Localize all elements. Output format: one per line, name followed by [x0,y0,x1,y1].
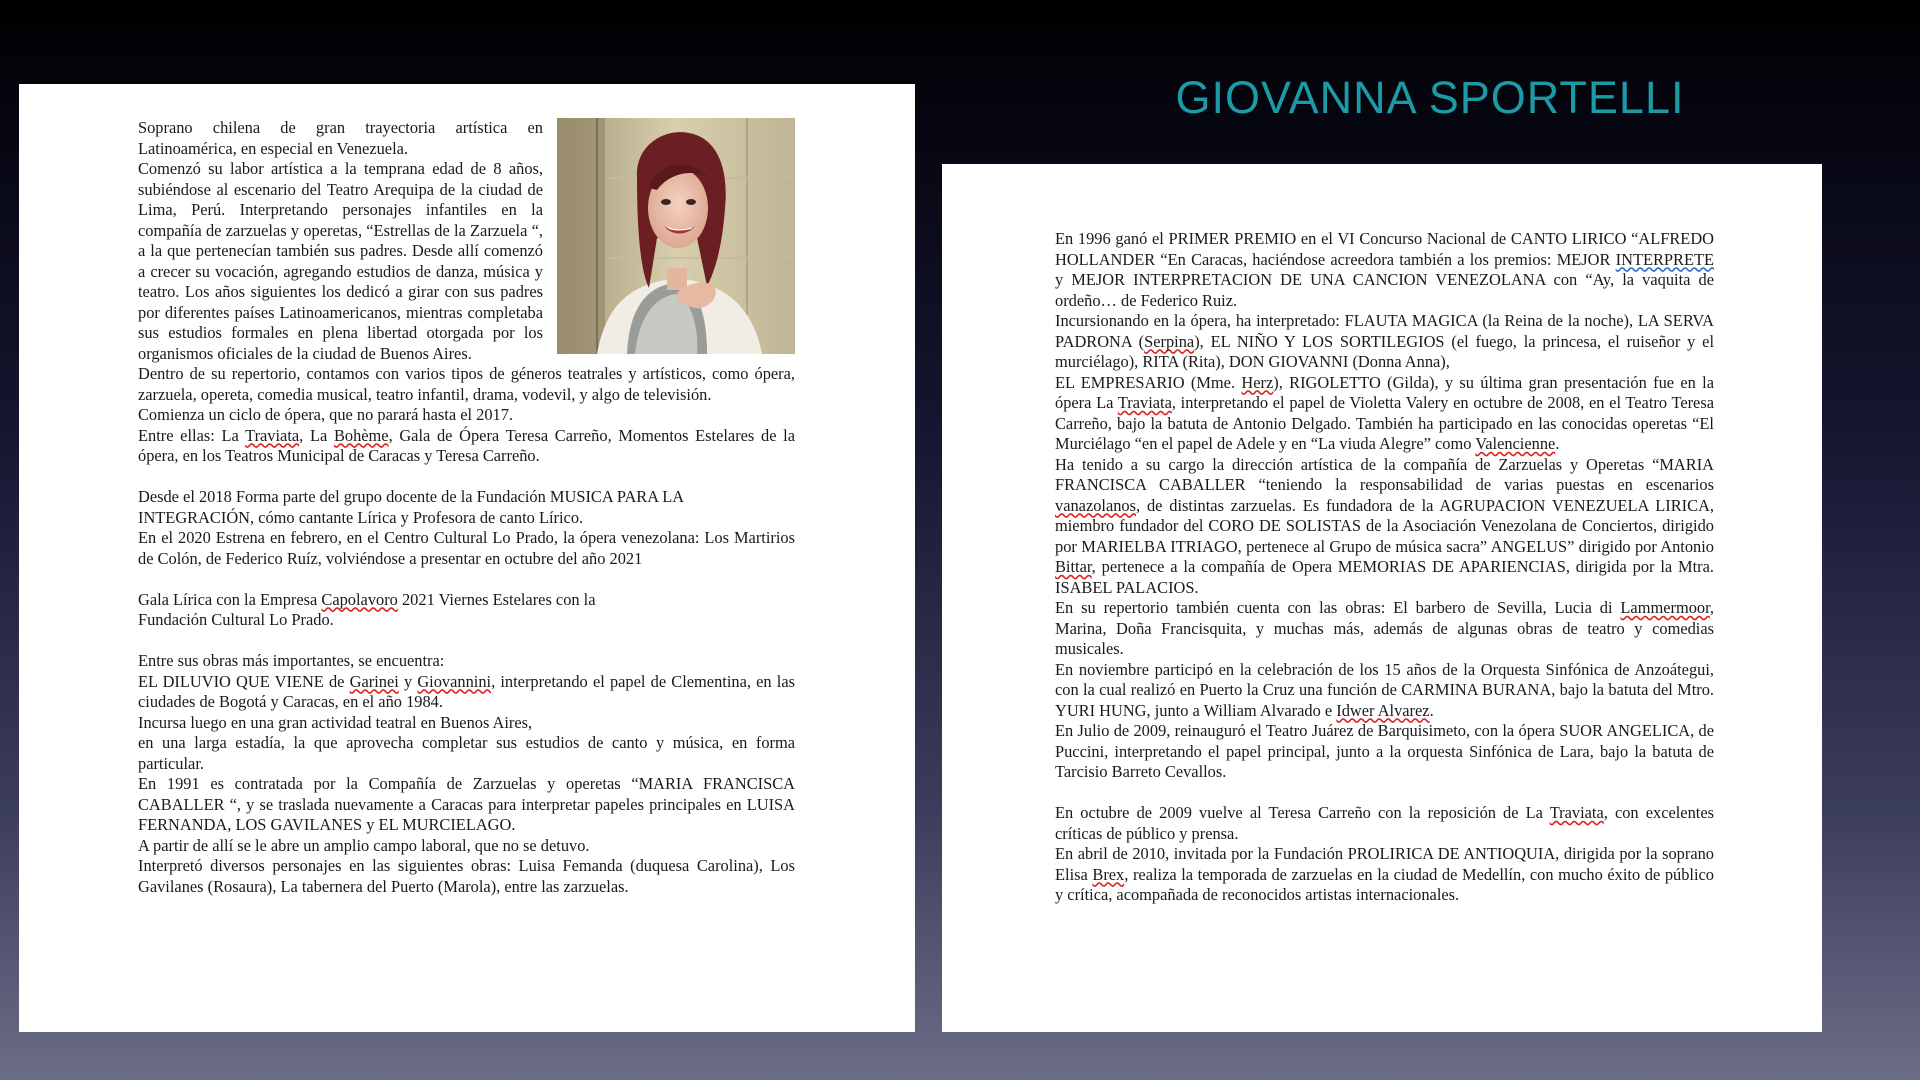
bio-direction: Ha tenido a su cargo la dirección artística de la compañía de Zarzuelas y Operetas “MARIA FRANCISCA CABALLER “teniendo la responsabilidad de varias puestas en escenarios vanazolanos, de distintas zarzuelas. Es fundadora de la AGRUPACION VENEZUELA LIRICA, miembro fundador del CORO DE SOLISTAS de la Asociación Venezolana de Conciertos, dirigido por MARIELBA ITRIAGO, pertenece al Grupo de música sacra” ANGELUS” dirigido por Antonio Bittar, pertenece a la compañía de Opera MEMORIAS DE APARIENCIAS, dirigida por la Mtra. ISABEL PALACIOS. [1055,454,1714,597]
bio-opera-cycle: Comienza un ciclo de ópera, que no parará hasta el 2017. [138,405,514,424]
bio-works-heading: Entre sus obras más importantes, se encuentra: [138,651,445,670]
bio-opera-list: Entre ellas: La Traviata, La Bohème, Gala de Ópera Teresa Carreño, Momentos Estelares de la ópera, en los Teatros Municipal de Caracas y Teresa Carreño. [138,425,795,465]
bio-1996-prize: En 1996 ganó el PRIMER PREMIO en el VI Concurso Nacional de CANTO LIRICO “ALFREDO HOLLANDER “En Caracas, haciéndose acreedora también a los premios: MEJOR INTERPRETE y MEJOR INTERPRETACION DE UNA CANCION VENEZOLANA con “Ay, la vaquita de ordeño… de Federico Ruiz. [1055,229,1714,310]
bio-october-2009: En octubre de 2009 vuelve al Teresa Carreño con la reposición de La Traviata, con excelentes críticas de público y prensa. [1055,803,1714,843]
bio-1991: En 1991 es contratada por la Compañía de Zarzuelas y operetas “MARIA FRANCISCA CABALLER “, y se traslada nuevamente a Caracas para interpretar papeles principales en LUISA FERNANDA, LOS GAVILANES y EL MURCIELAGO. [138,774,795,834]
bio-november: En noviembre participó en la celebración de los 15 años de la Orquesta Sinfónica de Anzoátegui, con la cual realizó en Puerto la Cruz una función de CARMINA BURANA, bajo la batuta del Mtro. YURI HUNG, junto a William Alvarado e Idwer Alvarez. [1055,659,1714,720]
bio-2018-line1: Desde el 2018 Forma parte del grupo docente de la Fundación MUSICA PARA LA [138,487,685,506]
bio-april-2010: En abril de 2010, invitada por la Fundación PROLIRICA DE ANTIOQUIA, dirigida por la soprano Elisa Brex, realiza la temporada de zarzuelas en la ciudad de Medellín, con mucho éxito de público y crítica, acompañada de reconocidos artistas internacionales. [1055,844,1715,904]
bio-gala-line2: Fundación Cultural Lo Prado. [138,610,334,629]
bio-roles: Interpretó diversos personajes en las siguientes obras: Luisa Femanda (duquesa Carolina), Los Gavilanes (Rosaura), La tabernera del Puerto (Marola), entre las zarzuelas. [138,856,795,896]
bio-repertoire: Dentro de su repertorio, contamos con varios tipos de géneros teatrales y artísticos, como ópera, zarzuela, opereta, comedia musical, teatro infantil, drama, vodevil, y algo de televisión. [138,364,795,404]
portrait-photo [557,118,795,354]
bio-july-2009: En Julio de 2009, reinauguró el Teatro Juárez de Barquisimeto, con la ópera SUOR ANGELICA, de Puccini, interpretando el papel principal, junto a la orquesta Sinfónica de Lara, bajo la batuta de Tarcisio Barreto Cevallos. [1055,721,1714,781]
bio-studies: en una larga estadía, la que aprovecha completar sus estudios de canto y música, en forma particular. [138,733,795,773]
bio-2018-line2: INTEGRACIÓN, cómo cantante Lírica y Profesora de canto Lírico. [138,507,584,527]
bio-diluvio: EL DILUVIO QUE VIENE de Garinei y Giovannini, interpretando el papel de Clementina, en las ciudades de Bogotá y Caracas, en el año 1984. [138,671,795,711]
bio-gala-line1: Gala Lírica con la Empresa Capolavoro 2021 Viernes Estelares con la [138,589,596,609]
bio-intro: Soprano chilena de gran trayectoria artística en Latinoamérica, en especial en Venezuela. [138,118,543,158]
bio-early-career: Comenzó su labor artística a la temprana edad de 8 años, subiéndose al escenario del Teatro Arequipa de la ciudad de Lima, Perú. Interpretando personajes infantiles en la compañía de zarzuelas y operetas, “Estrellas de la Zarzuela “, a la que pertenecían también sus padres. Desde allí comenzó a crecer su vocación, agregando estudios de danza, música y teatro. Los años siguientes los dedicó a girar con sus padres por diferentes países Latinoamericanos, mientras completaba sus estudios formales en plena libertad otorgada por los organismos oficiales de la ciudad de Buenos Aires. [138,159,543,363]
bio-empresario: EL EMPRESARIO (Mme. Herz), RIGOLETTO (Gilda), y su última gran presentación fue en la ópera La Traviata, interpretando el papel de Violetta Valery en octubre de 2008, en el Teatro Teresa Carreño, bajo la batuta de Antonio Delgado. También ha participado en las conocidas operetas “El Murciélago “en el papel de Adele y en “La viuda Alegre” como Valencienne. [1055,372,1714,453]
bio-2020: En el 2020 Estrena en febrero, en el Centro Cultural Lo Prado, la ópera venezolana: Los Martirios de Colón, de Federico Ruíz, volviéndose a presentar en octubre del año 2021 [138,528,795,568]
slide-title: GIOVANNA SPORTELLI [1175,72,1685,123]
bio-career-open: A partir de allí se le abre un amplio campo laboral, que no se detuvo. [138,835,590,855]
bio-buenos-aires: Incursa luego en una gran actividad teatral en Buenos Aires, [138,712,533,732]
bio-opera-roles: Incursionando en la ópera, ha interpretado: FLAUTA MAGICA (la Reina de la noche), LA SERVA PADRONA (Serpina), EL NIÑO Y LOS SORTILEGIOS (el fuego, la princesa, el ruiseñor y el murciélago), RITA (Rita), DON GIOVANNI (Donna Anna), [1055,311,1714,371]
left-document-page [19,84,915,1032]
right-document-page [942,164,1822,1032]
bio-repertoire-works: En su repertorio también cuenta con las obras: El barbero de Sevilla, Lucia di Lammermoor, Marina, Doña Francisquita, y muchas más, además de algunas obras de teatro y comedias musicales. [1055,598,1714,658]
